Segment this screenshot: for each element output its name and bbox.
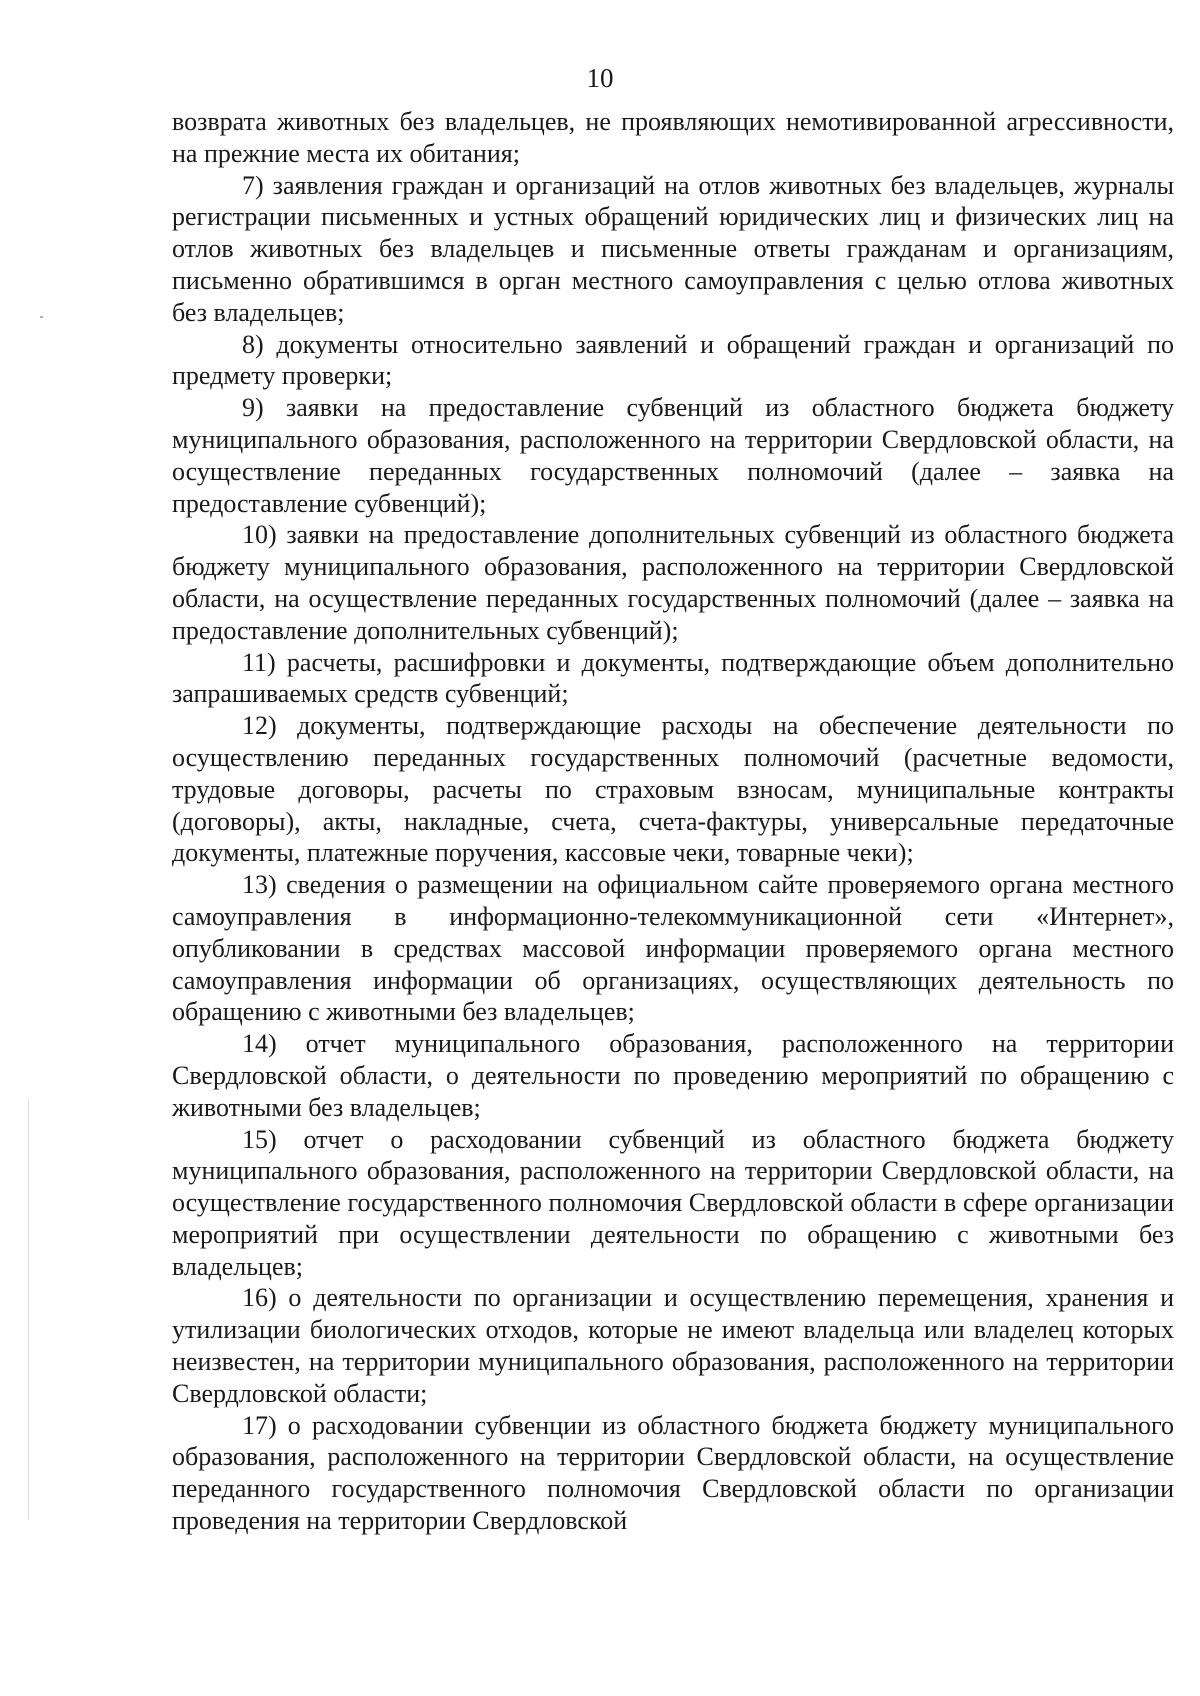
list-item-14: 14) отчет муниципального образования, расположенного на территории Свердловской области, о деятельности по проведению мероприятий по обращению с животными без владельцев; [172,1029,1174,1122]
list-item-10: 10) заявки на предоставление дополнительных субвенций из областного бюджета бюджету муниципального образования, расположенного на территории Свердловской области, на осуществление переданных государственных полномочий (далее – заявка на предоставление дополнительных субвенций); [172,520,1174,645]
list-item-12: 12) документы, подтверждающие расходы на обеспечение деятельности по осуществлению переданных государственных полномочий (расчетные ведомости, трудовые договоры, расчеты по страховым взносам, муниципальные контракты (договоры), акты, накладные, счета, счета-фактуры, универсальные передаточные документы, платежные поручения, кассовые чеки, товарные чеки); [172,711,1174,868]
paragraph-continuation: возврата животных без владельцев, не проявляющих немотивированной агрессивности, на прежние места их обитания; [172,107,1174,168]
scan-speck [40,316,43,318]
document-body [172,106,1174,1537]
list-item-17: 17) о расходовании субвенции из областного бюджета бюджету муниципального образования, расположенного на территории Свердловской области, на осуществление переданного государственного полномочия Свердловской области по организации проведения на территории Свердловской [172,1410,1174,1536]
page-number: 10 [586,63,614,93]
list-item-9: 9) заявки на предоставление субвенций из областного бюджета бюджету муниципального образования, расположенного на территории Свердловской области, на осуществление переданных государственных полномочий (далее – заявка на предоставление субвенций); [172,393,1174,518]
list-item-13: 13) сведения о размещении на официальном сайте проверяемого органа местного самоуправления в информационно-телекоммуникационной сети «Интернет», опубликовании в средствах массовой информации проверяемого органа местного самоуправления информации об организациях, осуществляющих деятельность по обращению с животными без владельцев; [172,870,1174,1027]
list-item-16: 16) о деятельности по организации и осуществлению перемещения, хранения и утилизации биологических отходов, которые не имеют владельца или владелец которых неизвестен, на территории муниципального образования, расположенного на территории Свердловской области; [172,1283,1174,1408]
list-item-11: 11) расчеты, расшифровки и документы, подтверждающие объем дополнительно запрашиваемых средств субвенций; [172,647,1174,709]
list-item-7: 7) заявления граждан и организаций на отлов животных без владельцев, журналы регистрации письменных и устных обращений юридических лиц и физических лиц на отлов животных без владельцев и письменные ответы гражданам и организациям, письменно обратившимся в орган местного самоуправления с целью отлова животных без владельцев; [172,170,1174,327]
list-item-8: 8) документы относительно заявлений и обращений граждан и организаций по предмету проверки; [172,329,1174,391]
list-item-15: 15) отчет о расходовании субвенций из областного бюджета бюджету муниципального образования, расположенного на территории Свердловской области, на осуществление государственного полномочия Свердловской области в сфере организации мероприятий при осуществлении деятельности по обращению с животными без владельцев; [172,1124,1174,1281]
scan-edge-line [28,1100,29,1520]
